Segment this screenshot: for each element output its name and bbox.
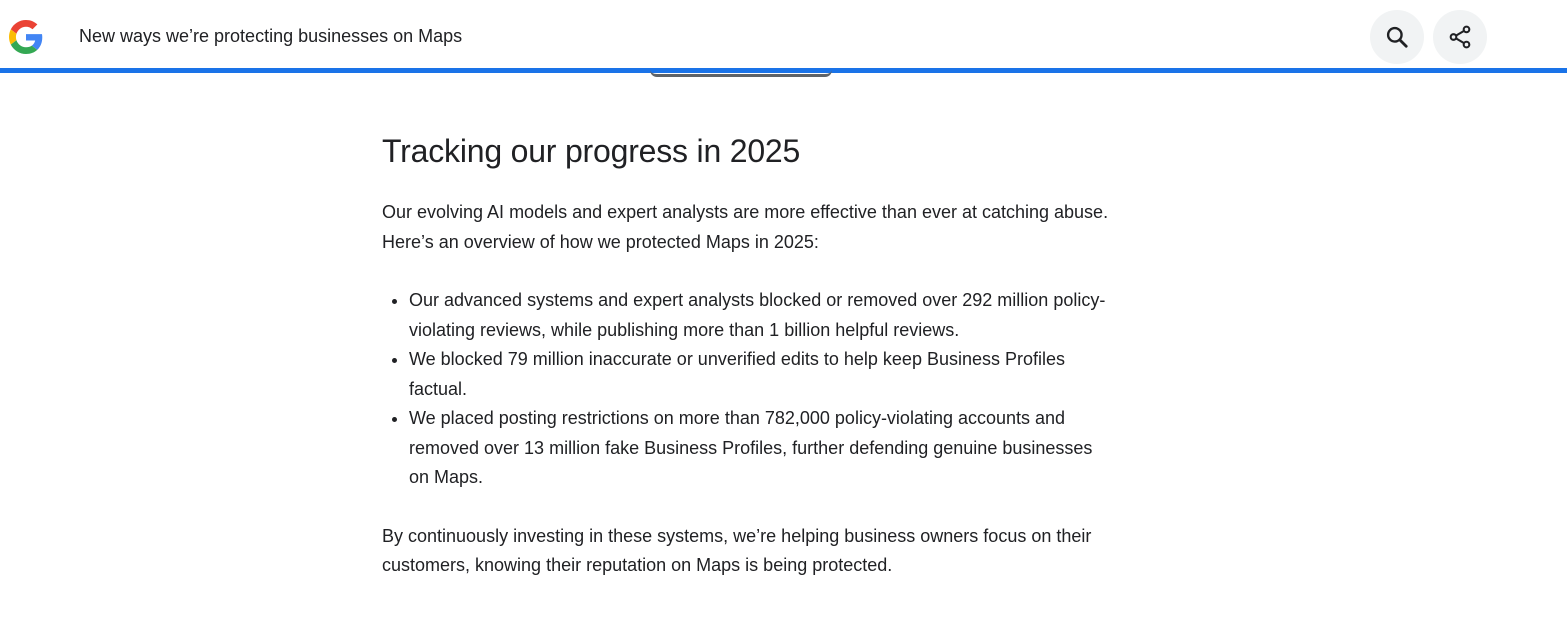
stats-list — [382, 286, 1112, 493]
list-item: • We blocked 79 million inaccurate or unverified edits to help keep Business Profiles factual. — [409, 345, 1112, 404]
list-item: • Our advanced systems and expert analysts blocked or removed over 292 million policy-violating reviews, while publishing more than 1 billion helpful reviews. — [409, 286, 1112, 345]
section-heading: Tracking our progress in 2025 — [382, 133, 801, 169]
google-logo[interactable] — [9, 20, 43, 54]
share-icon — [1447, 24, 1473, 50]
share-button[interactable] — [1433, 10, 1487, 64]
list-item: • We placed posting restrictions on more than 782,000 policy-violating accounts and removed over 13 million fake Business Profiles, further defending genuine businesses on Maps. — [409, 404, 1112, 493]
google-g-icon — [9, 20, 43, 54]
top-bar — [0, 0, 1567, 68]
search-icon — [1384, 24, 1410, 50]
intro-paragraph: Our evolving AI models and expert analysts are more effective than ever at catching abuse. Here’s an overview of how we protected Maps in 2025: — [382, 202, 1109, 252]
closing-paragraph: By continuously investing in these systems, we’re helping business owners focus on their customers, knowing their reputation on Maps is being protected. — [382, 525, 1092, 575]
article-title-header: New ways we’re protecting businesses on Maps — [79, 26, 463, 46]
scrolled-image-edge — [650, 70, 832, 77]
article-body — [382, 130, 1112, 581]
search-button[interactable] — [1370, 10, 1424, 64]
